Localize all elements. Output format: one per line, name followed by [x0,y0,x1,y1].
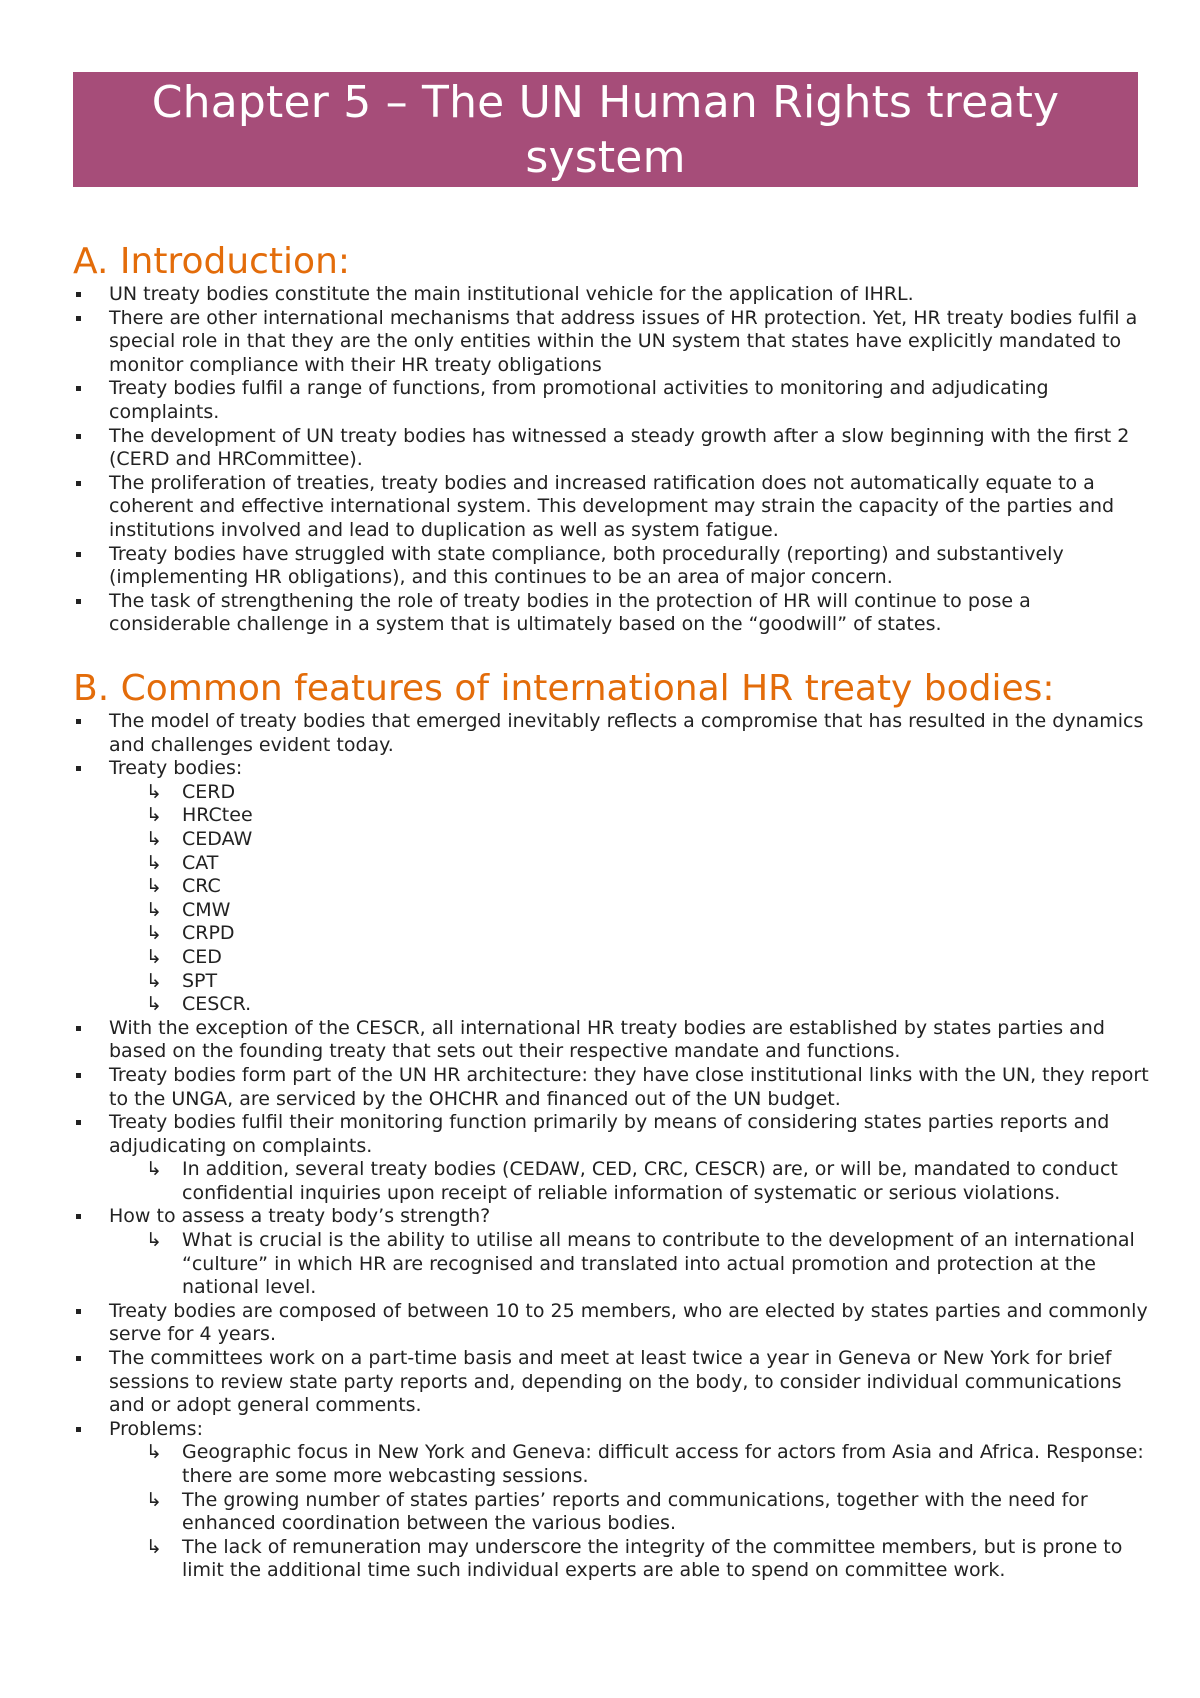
section-introduction [73,241,1153,637]
section-common-features [73,668,1153,1583]
treaty-bodies-list [73,781,1153,1017]
list-item: Treaty bodies are composed of between 10 to 25 members, who are elected by states parties and commonly serve for 4 years. [73,1300,1153,1347]
treaty-body-item: ↳ CEDAW [73,828,1153,852]
list-item: Treaty bodies fulfil a range of functions, from promotional activities to monitoring and adjudicating complaints. [73,377,1153,424]
treaty-body-item: ↳ CRC [73,875,1153,899]
list-item: Problems: [73,1418,1153,1442]
treaty-body-item: ↳ CESCR. [73,993,1153,1017]
sublist-wrapper [73,1229,1153,1300]
list-item: There are other international mechanisms that address issues of HR protection. Yet, HR treaty bodies fulfil a special role in that they are the only entities within the UN system that states have explicitly mandated to monitor compliance with their HR treaty obligations [73,307,1153,378]
strength-sublist [73,1229,1153,1300]
list-item: UN treaty bodies constitute the main institutional vehicle for the application of IHRL. [73,283,1153,307]
list-item: With the exception of the CESCR, all international HR treaty bodies are established by states parties and based on the founding treaty that sets out their respective mandate and functions. [73,1017,1153,1064]
treaty-body-item: ↳ CRPD [73,922,1153,946]
list-item: The model of treaty bodies that emerged inevitably reflects a compromise that has resulted in the dynamics and challenges evident today. [73,710,1153,757]
treaty-body-item: ↳ CMW [73,899,1153,923]
sub-list-item: ↳ In addition, several treaty bodies (CEDAW, CED, CRC, CESCR) are, or will be, mandated to conduct confidential inquiries upon receipt of reliable information of systematic or serious violations. [73,1158,1153,1205]
list-item: The committees work on a part-time basis and meet at least twice a year in Geneva or New York for brief sessions to review state party reports and, depending on the body, to consider individual communications and or adopt general comments. [73,1347,1153,1418]
problems-list [73,1441,1153,1583]
list-item: Treaty bodies fulfil their monitoring function primarily by means of considering states parties reports and adjudicating on complaints. [73,1111,1153,1158]
list-item: The task of strengthening the role of treaty bodies in the protection of HR will continue to pose a considerable challenge in a system that is ultimately based on the “goodwill” of states. [73,590,1153,637]
list-item: Treaty bodies: [73,757,1153,781]
list-item: The development of UN treaty bodies has witnessed a steady growth after a slow beginning with the first 2 (CERD and HRCommittee). [73,425,1153,472]
section-b-heading: B. Common features of international HR treaty bodies: [73,668,1055,709]
problem-item: ↳ The growing number of states parties’ reports and communications, together with the need for enhanced coordination between the various bodies. [73,1489,1153,1536]
problems-sublist-wrapper [73,1441,1153,1583]
treaty-body-item: ↳ SPT [73,970,1153,994]
problem-item: ↳ Geographic focus in New York and Geneva: difficult access for actors from Asia and Africa. Response: there are some more webcasting sessions. [73,1441,1153,1488]
common-features-list [73,710,1153,1583]
treaty-body-item: ↳ CED [73,946,1153,970]
chapter-title: Chapter 5 – The UN Human Rights treaty system [151,76,1060,183]
list-item: Treaty bodies have struggled with state compliance, both procedurally (reporting) and substantively (implementing HR obligations), and this continues to be an area of major concern. [73,543,1153,590]
treaty-bodies-sublist-wrapper [73,781,1153,1017]
list-item: How to assess a treaty body’s strength? [73,1205,1153,1229]
list-item: Treaty bodies form part of the UN HR architecture: they have close institutional links with the UN, they report to the UNGA, are serviced by the OHCHR and financed out of the UN budget. [73,1064,1153,1111]
inquiries-sublist [73,1158,1153,1205]
treaty-body-item: ↳ HRCtee [73,804,1153,828]
chapter-title-banner [73,72,1138,187]
sublist-wrapper [73,1158,1153,1205]
sub-list-item: ↳ What is crucial is the ability to utilise all means to contribute to the development of an international “culture” in which HR are recognised and translated into actual promotion and protection at the national level. [73,1229,1153,1300]
treaty-body-item: ↳ CERD [73,781,1153,805]
list-item: The proliferation of treaties, treaty bodies and increased ratification does not automatically equate to a coherent and effective international system. This development may strain the capacity of the parties and institutions involved and lead to duplication as well as system fatigue. [73,472,1153,543]
section-a-heading: A. Introduction: [73,241,351,282]
treaty-body-item: ↳ CAT [73,852,1153,876]
introduction-list [73,283,1153,637]
problem-item: ↳ The lack of remuneration may underscore the integrity of the committee members, but is prone to limit the additional time such individual experts are able to spend on committee work. [73,1536,1153,1583]
